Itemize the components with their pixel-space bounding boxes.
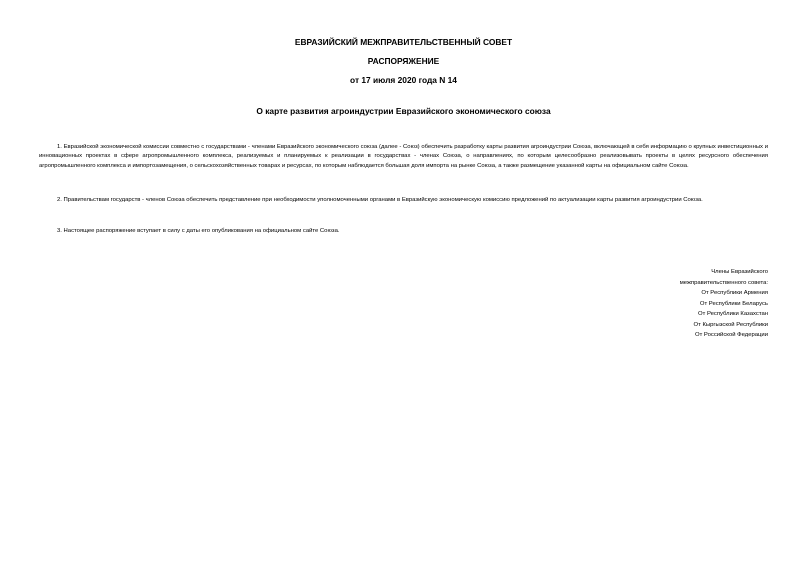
signature-member-kyrgyzstan: От Кыргызской Республики: [693, 321, 768, 328]
signature-header-line-2: межправительственного совета:: [679, 279, 768, 286]
paragraph-1-text: 1. Евразийской экономической комиссии совместно с государствами - членами Евразийского экономического союза (далее - Союз) обеспечить разработку карты развития агроиндустрии Союза, включающей в себя информацию о крупных инвестиционных и инновационных проектах в сфере агропромышленного комплекса, реализуемых и планируемых к реализации в государствах - членах Союза, о направлениях, по которым целесообразно реализовывать проекты в целях ресурсного обеспечения агропромышленного комплекса и импортозамещения, о сельскохозяйственных товарах и ресурсах, по которым наблюдается большая доля импорта на рынке Союза, а также размещение указанной карты на официальном сайте Союза.: [39, 144, 768, 169]
paragraph-2: [39, 196, 768, 205]
document-type-heading: РАСПОРЯЖЕНИЕ: [367, 56, 440, 66]
signature-block: [568, 267, 768, 341]
council-heading: ЕВРАЗИЙСКИЙ МЕЖПРАВИТЕЛЬСТВЕННЫЙ СОВЕТ: [294, 37, 513, 47]
signature-member-armenia: От Республики Армения: [701, 290, 768, 296]
paragraph-3: [39, 227, 768, 236]
paragraph-1: [39, 143, 768, 171]
paragraph-2-text: 2. Правительствам государств - членов Союза обеспечить представление при необходимости уполномоченными органами в Евразийскую экономическую комиссию предложений по актуализации карты развития агроиндустрии Союза.: [57, 197, 703, 203]
signature-member-russia: От Российской Федерации: [695, 332, 768, 338]
signature-header-line-1: Члены Евразийского: [711, 269, 768, 275]
paragraph-3-text: 3. Настоящее распоряжение вступает в силу с даты его опубликования на официальном сайте Союза.: [57, 228, 340, 234]
signature-member-belarus: От Республики Беларусь: [699, 300, 768, 307]
signature-member-kazakhstan: От Республики Казахстан: [698, 311, 768, 317]
document-date-number: от 17 июля 2020 года N 14: [350, 75, 457, 85]
document-subject: О карте развития агроиндустрии Евразийского экономического союза: [256, 106, 551, 116]
